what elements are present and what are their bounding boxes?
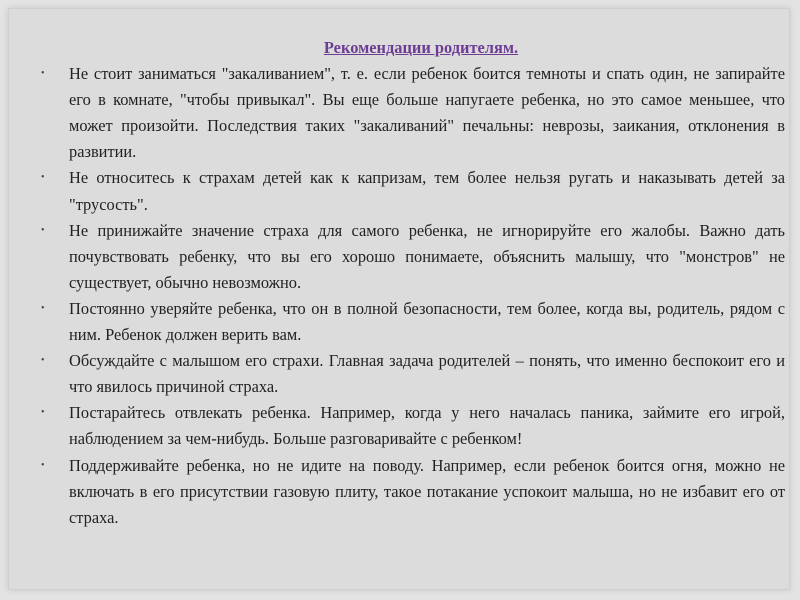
- slide-title: Рекомендации родителям.: [323, 38, 519, 57]
- bullet-icon: •: [41, 68, 45, 80]
- bullet-icon: •: [41, 407, 45, 419]
- list-item-text: Не относитесь к страхам детей как к капризам, тем более нельзя ругать и наказывать детей за "трусость".: [69, 168, 785, 214]
- list-item-text: Обсуждайте с малышом его страхи. Главная задача родителей – понять, что именно беспокоит его и что явилось причиной страха.: [69, 351, 785, 397]
- bullet-icon: •: [41, 302, 45, 314]
- slide-frame: [8, 8, 790, 590]
- list-item: [37, 348, 785, 400]
- list-item-text: Не принижайте значение страха для самого ребенка, не игнорируйте его жалобы. Важно дать почувствовать ребенку, что вы его хорошо понимаете, объяснить малышу, что "монстров" не существует, обычно невозможно.: [69, 220, 785, 292]
- list-item: [37, 218, 785, 296]
- list-item: [37, 453, 785, 531]
- list-item: [37, 165, 785, 217]
- list-item: [37, 61, 785, 165]
- bullet-icon: •: [41, 459, 45, 471]
- list-item: [37, 296, 785, 348]
- list-item-text: Постоянно уверяйте ребенка, что он в полной безопасности, тем более, когда вы, родитель, рядом с ним. Ребенок должен верить вам.: [69, 298, 785, 345]
- recommendations-list: [37, 61, 785, 531]
- slide-content: [37, 35, 785, 555]
- bullet-icon: •: [41, 355, 45, 367]
- bullet-icon: •: [41, 224, 45, 236]
- list-item-text: Поддерживайте ребенка, но не идите на поводу. Например, если ребенок боится огня, можно не включать в его присутствии газовую плиту, такое потакание успокоит малыша, но не избавит его от страха.: [69, 455, 785, 527]
- list-item-text: Не стоит заниматься "закаливанием", т. е. если ребенок боится темноты и спать один, не запирайте его в комнате, "чтобы привыкал". Вы еще больше напугаете ребенка, но это самое меньшее, что может произойти. Последствия таких "закаливаний" печальны: неврозы, заикания, отклонения в развитии.: [69, 64, 785, 162]
- bullet-icon: •: [41, 172, 45, 184]
- list-item-text: Постарайтесь отвлекать ребенка. Например, когда у него началась паника, займите его игрой, наблюдением за чем-нибудь. Больше разговаривайте с ребенком!: [69, 403, 785, 449]
- list-item: [37, 400, 785, 452]
